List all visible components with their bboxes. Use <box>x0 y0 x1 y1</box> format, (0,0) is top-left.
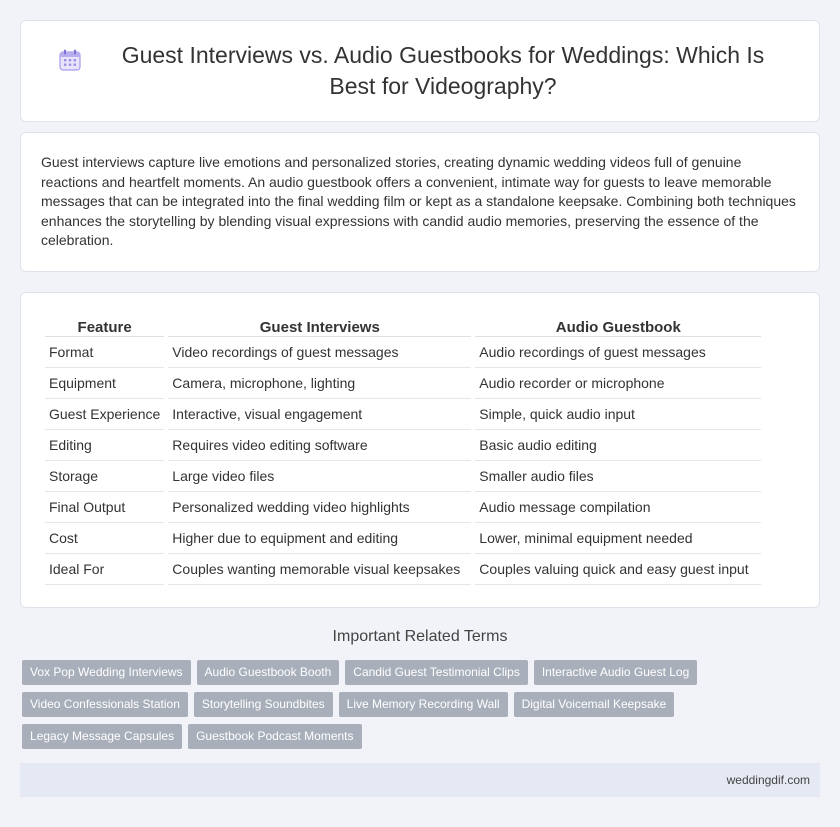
related-term-tag[interactable]: Guestbook Podcast Moments <box>188 724 361 749</box>
cell-audio-guestbook: Audio message compilation <box>475 492 761 523</box>
footer <box>20 763 820 797</box>
related-term-tag[interactable]: Live Memory Recording Wall <box>339 692 508 717</box>
comparison-table-card <box>20 292 820 608</box>
table-row <box>45 368 761 399</box>
table-row <box>45 492 761 523</box>
cell-feature: Storage <box>45 461 164 492</box>
table-row <box>45 337 761 368</box>
related-terms-title: Important Related Terms <box>332 628 508 645</box>
cell-audio-guestbook: Audio recordings of guest messages <box>475 337 761 368</box>
cell-guest-interviews: Interactive, visual engagement <box>168 399 471 430</box>
header-feature: Feature <box>45 313 164 337</box>
cell-audio-guestbook: Smaller audio files <box>475 461 761 492</box>
summary-text: Guest interviews capture live emotions and personalized stories, creating dynamic wedding videos full of genuine reactions and heartfelt moments. An audio guestbook offers a convenient, intimate way for guests to leave memorable messages that can be integrated into the final wedding film or kept as a standalone keepsake. Combining both techniques enhances the storytelling by blending visual expressions with candid audio memories, preserving the essence of the celebration. <box>41 154 796 248</box>
table-row <box>45 554 761 585</box>
cell-feature: Final Output <box>45 492 164 523</box>
related-term-tag[interactable]: Digital Voicemail Keepsake <box>514 692 675 717</box>
cell-audio-guestbook: Simple, quick audio input <box>475 399 761 430</box>
table-row <box>45 430 761 461</box>
related-term-tag[interactable]: Interactive Audio Guest Log <box>534 660 697 685</box>
page-title: Guest Interviews vs. Audio Guestbooks for Weddings: Which Is Best for Videography? <box>121 42 765 99</box>
table-row <box>45 523 761 554</box>
cell-feature: Ideal For <box>45 554 164 585</box>
cell-audio-guestbook: Couples valuing quick and easy guest input <box>475 554 761 585</box>
table-header-row <box>45 313 761 337</box>
header-card <box>20 20 820 122</box>
related-term-tag[interactable]: Legacy Message Capsules <box>22 724 182 749</box>
cell-feature: Equipment <box>45 368 164 399</box>
cell-guest-interviews: Personalized wedding video highlights <box>168 492 471 523</box>
comparison-table <box>41 313 765 585</box>
related-term-tag[interactable]: Vox Pop Wedding Interviews <box>22 660 191 685</box>
cell-audio-guestbook: Basic audio editing <box>475 430 761 461</box>
related-term-tag[interactable]: Storytelling Soundbites <box>194 692 333 717</box>
header-guest-interviews: Guest Interviews <box>168 313 471 337</box>
related-term-tag[interactable]: Video Confessionals Station <box>22 692 188 717</box>
cell-feature: Cost <box>45 523 164 554</box>
cell-guest-interviews: Large video files <box>168 461 471 492</box>
related-terms-list <box>22 660 722 756</box>
calendar-icon <box>57 47 83 73</box>
cell-feature: Editing <box>45 430 164 461</box>
table-row <box>45 461 761 492</box>
related-term-tag[interactable]: Candid Guest Testimonial Clips <box>345 660 528 685</box>
cell-audio-guestbook: Lower, minimal equipment needed <box>475 523 761 554</box>
summary-card <box>20 132 820 272</box>
cell-feature: Guest Experience <box>45 399 164 430</box>
related-term-tag[interactable]: Audio Guestbook Booth <box>197 660 340 685</box>
cell-feature: Format <box>45 337 164 368</box>
cell-audio-guestbook: Audio recorder or microphone <box>475 368 761 399</box>
header-audio-guestbook: Audio Guestbook <box>475 313 761 337</box>
cell-guest-interviews: Couples wanting memorable visual keepsakes <box>168 554 471 585</box>
cell-guest-interviews: Requires video editing software <box>168 430 471 461</box>
cell-guest-interviews: Higher due to equipment and editing <box>168 523 471 554</box>
cell-guest-interviews: Video recordings of guest messages <box>168 337 471 368</box>
cell-guest-interviews: Camera, microphone, lighting <box>168 368 471 399</box>
table-row <box>45 399 761 430</box>
title-wrap <box>21 21 819 121</box>
footer-site-link[interactable]: weddingdif.com <box>726 773 810 787</box>
